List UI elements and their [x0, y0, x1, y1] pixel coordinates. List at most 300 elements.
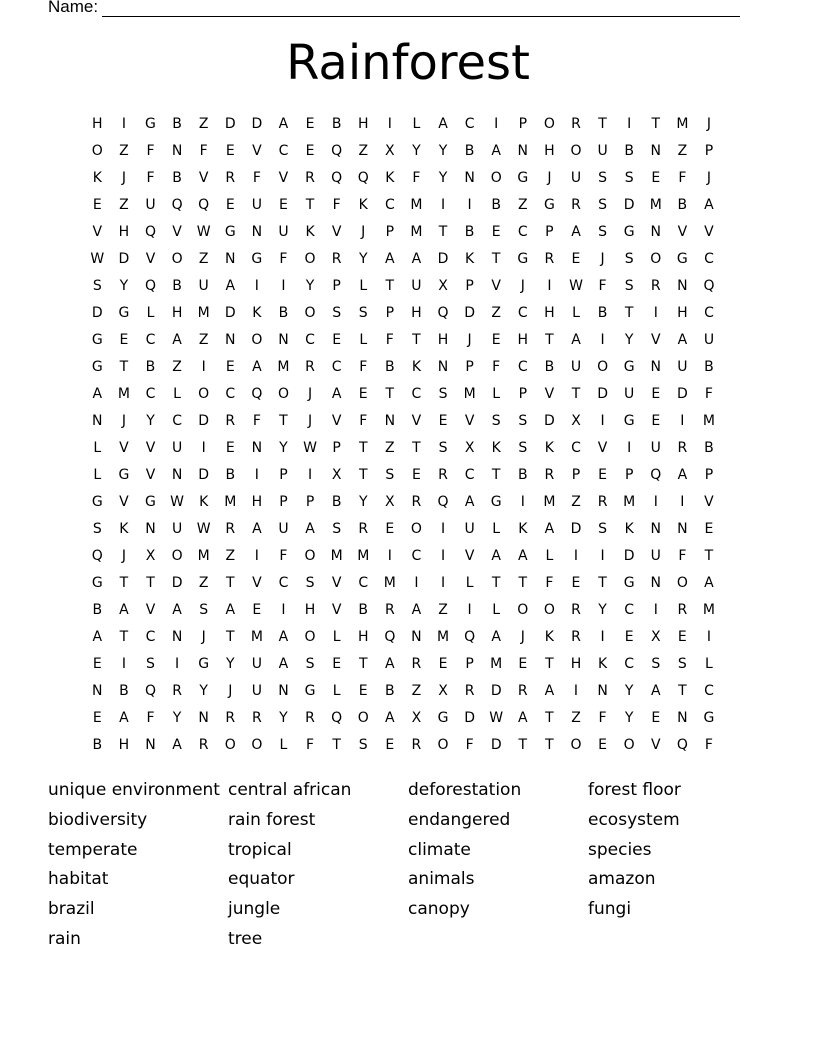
- grid-letter[interactable]: B: [544, 359, 555, 375]
- grid-letter[interactable]: Y: [624, 710, 634, 726]
- grid-letter[interactable]: A: [518, 548, 528, 564]
- grid-letter[interactable]: T: [385, 386, 395, 402]
- grid-letter[interactable]: Z: [385, 440, 395, 456]
- grid-letter[interactable]: V: [650, 737, 661, 753]
- grid-letter[interactable]: E: [438, 656, 448, 672]
- grid-letter[interactable]: N: [145, 737, 156, 753]
- grid-letter[interactable]: F: [359, 413, 368, 429]
- grid-letter[interactable]: V: [278, 170, 289, 186]
- grid-letter[interactable]: B: [145, 359, 156, 375]
- name-underline[interactable]: [102, 0, 740, 17]
- grid-letter[interactable]: G: [623, 359, 635, 375]
- grid-letter[interactable]: Z: [438, 602, 448, 618]
- grid-letter[interactable]: K: [92, 170, 102, 186]
- grid-letter[interactable]: K: [385, 170, 395, 186]
- grid-letter[interactable]: G: [490, 494, 502, 510]
- grid-letter[interactable]: P: [279, 467, 288, 483]
- grid-letter[interactable]: G: [198, 656, 210, 672]
- grid-letter[interactable]: V: [331, 224, 342, 240]
- grid-letter[interactable]: G: [623, 413, 635, 429]
- grid-letter[interactable]: J: [520, 629, 525, 645]
- grid-letter[interactable]: T: [598, 116, 607, 132]
- grid-letter[interactable]: T: [624, 305, 634, 321]
- grid-letter[interactable]: P: [332, 278, 341, 294]
- grid-letter[interactable]: O: [597, 359, 609, 375]
- grid-letter[interactable]: Y: [305, 278, 315, 294]
- grid-letter[interactable]: L: [332, 683, 341, 699]
- grid-letter[interactable]: Z: [358, 143, 369, 159]
- grid-letter[interactable]: P: [279, 494, 288, 510]
- grid-letter[interactable]: Q: [198, 197, 210, 213]
- grid-letter[interactable]: E: [598, 737, 607, 753]
- grid-letter[interactable]: G: [145, 116, 156, 132]
- grid-letter[interactable]: B: [704, 440, 714, 456]
- grid-letter[interactable]: H: [517, 332, 529, 348]
- grid-letter[interactable]: O: [410, 521, 422, 537]
- grid-letter[interactable]: I: [653, 602, 658, 618]
- grid-letter[interactable]: B: [331, 494, 342, 510]
- grid-letter[interactable]: A: [411, 602, 422, 618]
- grid-letter[interactable]: U: [278, 224, 289, 240]
- grid-letter[interactable]: Z: [677, 143, 688, 159]
- grid-letter[interactable]: C: [704, 305, 714, 321]
- grid-letter[interactable]: H: [304, 602, 316, 618]
- grid-letter[interactable]: F: [252, 170, 261, 186]
- grid-letter[interactable]: O: [277, 386, 289, 402]
- grid-letter[interactable]: Y: [598, 602, 607, 618]
- grid-letter[interactable]: D: [118, 251, 130, 267]
- grid-letter[interactable]: A: [704, 197, 714, 213]
- grid-letter[interactable]: I: [547, 278, 552, 294]
- grid-letter[interactable]: V: [92, 224, 103, 240]
- grid-letter[interactable]: S: [305, 575, 315, 591]
- grid-letter[interactable]: E: [119, 332, 129, 348]
- grid-letter[interactable]: M: [702, 413, 715, 429]
- grid-letter[interactable]: B: [119, 683, 129, 699]
- grid-letter[interactable]: N: [464, 170, 475, 186]
- grid-letter[interactable]: E: [225, 440, 235, 456]
- grid-letter[interactable]: E: [651, 413, 661, 429]
- grid-letter[interactable]: R: [305, 710, 315, 726]
- grid-letter[interactable]: M: [250, 629, 263, 645]
- grid-letter[interactable]: T: [119, 359, 129, 375]
- grid-letter[interactable]: K: [411, 359, 422, 375]
- grid-letter[interactable]: O: [517, 602, 529, 618]
- grid-letter[interactable]: A: [704, 575, 714, 591]
- grid-letter[interactable]: Y: [438, 143, 448, 159]
- grid-letter[interactable]: U: [278, 521, 289, 537]
- grid-letter[interactable]: E: [332, 332, 342, 348]
- grid-letter[interactable]: I: [254, 467, 259, 483]
- grid-letter[interactable]: M: [623, 494, 636, 510]
- grid-letter[interactable]: J: [706, 116, 712, 132]
- grid-letter[interactable]: S: [651, 656, 661, 672]
- grid-letter[interactable]: H: [411, 305, 422, 321]
- grid-letter[interactable]: F: [279, 548, 288, 564]
- grid-letter[interactable]: U: [650, 548, 661, 564]
- grid-letter[interactable]: O: [304, 629, 316, 645]
- grid-letter[interactable]: R: [305, 359, 315, 375]
- grid-letter[interactable]: T: [571, 386, 581, 402]
- grid-letter[interactable]: V: [650, 332, 661, 348]
- grid-letter[interactable]: N: [517, 143, 529, 159]
- grid-letter[interactable]: G: [437, 710, 449, 726]
- grid-letter[interactable]: I: [254, 278, 259, 294]
- grid-letter[interactable]: T: [119, 629, 129, 645]
- grid-letter[interactable]: R: [225, 413, 236, 429]
- grid-letter[interactable]: G: [118, 305, 130, 321]
- grid-letter[interactable]: S: [305, 656, 315, 672]
- grid-letter[interactable]: E: [491, 332, 501, 348]
- grid-letter[interactable]: O: [357, 710, 369, 726]
- grid-letter[interactable]: T: [412, 332, 421, 348]
- grid-letter[interactable]: U: [171, 521, 183, 537]
- grid-letter[interactable]: T: [305, 197, 315, 213]
- grid-letter[interactable]: V: [145, 467, 156, 483]
- grid-letter[interactable]: E: [598, 467, 607, 483]
- grid-letter[interactable]: L: [359, 332, 368, 348]
- grid-letter[interactable]: P: [704, 143, 714, 159]
- grid-letter[interactable]: X: [464, 440, 475, 456]
- grid-letter[interactable]: T: [704, 548, 714, 564]
- grid-letter[interactable]: C: [305, 332, 315, 348]
- grid-letter[interactable]: D: [224, 305, 236, 321]
- grid-letter[interactable]: Y: [279, 440, 288, 456]
- grid-letter[interactable]: N: [650, 224, 661, 240]
- grid-letter[interactable]: A: [172, 602, 182, 618]
- grid-letter[interactable]: N: [251, 224, 263, 240]
- grid-letter[interactable]: G: [91, 575, 103, 591]
- grid-letter[interactable]: U: [251, 656, 262, 672]
- grid-letter[interactable]: H: [437, 332, 449, 348]
- grid-letter[interactable]: U: [703, 332, 715, 348]
- grid-letter[interactable]: K: [544, 440, 554, 456]
- grid-letter[interactable]: T: [332, 737, 341, 753]
- grid-letter[interactable]: M: [463, 386, 476, 402]
- grid-letter[interactable]: U: [570, 170, 582, 186]
- grid-letter[interactable]: C: [225, 386, 236, 402]
- grid-letter[interactable]: M: [197, 305, 210, 321]
- grid-letter[interactable]: T: [518, 575, 528, 591]
- grid-letter[interactable]: Q: [331, 170, 343, 186]
- grid-letter[interactable]: F: [146, 143, 155, 159]
- grid-letter[interactable]: I: [706, 629, 712, 645]
- grid-letter[interactable]: E: [92, 197, 102, 213]
- grid-letter[interactable]: F: [146, 710, 155, 726]
- grid-letter[interactable]: X: [331, 467, 342, 483]
- grid-letter[interactable]: K: [305, 224, 315, 240]
- grid-letter[interactable]: I: [175, 656, 180, 672]
- grid-letter[interactable]: S: [518, 440, 528, 456]
- grid-letter[interactable]: S: [598, 197, 608, 213]
- grid-letter[interactable]: A: [491, 143, 501, 159]
- grid-letter[interactable]: P: [305, 494, 315, 510]
- grid-letter[interactable]: R: [650, 278, 661, 294]
- grid-letter[interactable]: N: [650, 575, 661, 591]
- grid-letter[interactable]: T: [598, 575, 607, 591]
- grid-letter[interactable]: C: [278, 575, 289, 591]
- grid-letter[interactable]: A: [464, 494, 475, 510]
- grid-letter[interactable]: B: [358, 602, 369, 618]
- grid-letter[interactable]: T: [545, 710, 554, 726]
- grid-letter[interactable]: Z: [491, 305, 501, 321]
- grid-letter[interactable]: H: [544, 305, 555, 321]
- grid-letter[interactable]: Y: [172, 710, 182, 726]
- grid-letter[interactable]: K: [119, 521, 129, 537]
- grid-letter[interactable]: H: [171, 305, 183, 321]
- grid-letter[interactable]: A: [571, 332, 581, 348]
- grid-letter[interactable]: F: [306, 737, 315, 753]
- grid-letter[interactable]: R: [677, 602, 688, 618]
- grid-letter[interactable]: G: [543, 197, 555, 213]
- grid-letter[interactable]: V: [331, 575, 342, 591]
- grid-letter[interactable]: A: [411, 251, 422, 267]
- grid-letter[interactable]: H: [357, 629, 369, 645]
- grid-letter[interactable]: B: [172, 278, 182, 294]
- grid-letter[interactable]: Q: [144, 224, 156, 240]
- grid-letter[interactable]: U: [677, 359, 688, 375]
- grid-letter[interactable]: I: [573, 548, 579, 564]
- grid-letter[interactable]: U: [171, 440, 183, 456]
- grid-letter[interactable]: S: [518, 413, 528, 429]
- grid-letter[interactable]: P: [624, 467, 634, 483]
- grid-letter[interactable]: I: [653, 305, 658, 321]
- grid-letter[interactable]: N: [92, 413, 103, 429]
- grid-letter[interactable]: V: [145, 440, 156, 456]
- grid-letter[interactable]: C: [571, 440, 581, 456]
- grid-letter[interactable]: N: [225, 332, 236, 348]
- grid-letter[interactable]: E: [252, 602, 262, 618]
- grid-letter[interactable]: R: [331, 251, 342, 267]
- grid-letter[interactable]: B: [704, 359, 714, 375]
- grid-letter[interactable]: U: [198, 278, 209, 294]
- grid-letter[interactable]: T: [678, 683, 687, 699]
- grid-letter[interactable]: P: [465, 656, 474, 672]
- grid-letter[interactable]: E: [651, 170, 661, 186]
- grid-letter[interactable]: Z: [172, 359, 182, 375]
- grid-letter[interactable]: E: [279, 197, 288, 213]
- grid-letter[interactable]: L: [146, 305, 155, 321]
- grid-letter[interactable]: B: [624, 143, 634, 159]
- grid-letter[interactable]: R: [225, 170, 236, 186]
- grid-letter[interactable]: B: [385, 359, 395, 375]
- grid-letter[interactable]: T: [225, 575, 235, 591]
- grid-letter[interactable]: F: [598, 710, 607, 726]
- grid-letter[interactable]: M: [277, 359, 290, 375]
- grid-letter[interactable]: P: [545, 224, 554, 240]
- grid-letter[interactable]: I: [680, 494, 685, 510]
- grid-letter[interactable]: J: [307, 413, 313, 429]
- grid-letter[interactable]: Z: [198, 116, 209, 132]
- grid-letter[interactable]: K: [465, 251, 475, 267]
- grid-letter[interactable]: H: [570, 656, 582, 672]
- grid-letter[interactable]: P: [518, 386, 528, 402]
- grid-letter[interactable]: A: [252, 521, 262, 537]
- grid-letter[interactable]: X: [438, 683, 448, 699]
- grid-letter[interactable]: C: [331, 359, 342, 375]
- grid-letter[interactable]: A: [225, 602, 236, 618]
- grid-letter[interactable]: C: [411, 548, 422, 564]
- grid-letter[interactable]: C: [624, 656, 635, 672]
- grid-letter[interactable]: X: [411, 710, 422, 726]
- grid-letter[interactable]: A: [677, 332, 688, 348]
- grid-letter[interactable]: F: [465, 737, 474, 753]
- grid-letter[interactable]: A: [438, 116, 448, 132]
- grid-letter[interactable]: G: [118, 467, 130, 483]
- grid-letter[interactable]: U: [251, 197, 262, 213]
- grid-letter[interactable]: F: [146, 170, 155, 186]
- grid-letter[interactable]: I: [600, 332, 605, 348]
- grid-letter[interactable]: M: [330, 548, 343, 564]
- grid-letter[interactable]: E: [92, 656, 102, 672]
- grid-letter[interactable]: A: [544, 683, 555, 699]
- grid-letter[interactable]: H: [357, 116, 369, 132]
- grid-letter[interactable]: U: [570, 359, 582, 375]
- grid-letter[interactable]: B: [464, 143, 475, 159]
- grid-letter[interactable]: N: [677, 521, 688, 537]
- grid-letter[interactable]: A: [172, 737, 182, 753]
- grid-letter[interactable]: J: [547, 170, 552, 186]
- grid-letter[interactable]: T: [438, 224, 448, 240]
- grid-letter[interactable]: J: [228, 683, 233, 699]
- grid-letter[interactable]: S: [598, 170, 608, 186]
- grid-letter[interactable]: X: [145, 548, 156, 564]
- grid-letter[interactable]: U: [597, 143, 608, 159]
- grid-letter[interactable]: S: [358, 305, 368, 321]
- grid-letter[interactable]: G: [703, 710, 715, 726]
- grid-letter[interactable]: H: [677, 305, 688, 321]
- grid-letter[interactable]: F: [412, 170, 421, 186]
- grid-letter[interactable]: T: [279, 413, 288, 429]
- grid-letter[interactable]: E: [305, 116, 315, 132]
- grid-letter[interactable]: V: [491, 278, 501, 294]
- grid-letter[interactable]: I: [281, 602, 286, 618]
- grid-letter[interactable]: A: [119, 710, 129, 726]
- grid-letter[interactable]: P: [332, 440, 341, 456]
- grid-letter[interactable]: P: [465, 278, 474, 294]
- grid-letter[interactable]: T: [385, 278, 395, 294]
- grid-letter[interactable]: H: [251, 494, 263, 510]
- grid-letter[interactable]: Q: [464, 629, 476, 645]
- grid-letter[interactable]: G: [676, 251, 688, 267]
- grid-letter[interactable]: A: [278, 656, 289, 672]
- grid-letter[interactable]: E: [225, 143, 235, 159]
- grid-letter[interactable]: E: [438, 413, 448, 429]
- grid-letter[interactable]: R: [597, 494, 608, 510]
- grid-letter[interactable]: M: [357, 548, 370, 564]
- grid-letter[interactable]: R: [571, 116, 581, 132]
- grid-letter[interactable]: R: [677, 440, 688, 456]
- grid-letter[interactable]: F: [332, 197, 341, 213]
- grid-letter[interactable]: E: [385, 737, 395, 753]
- grid-letter[interactable]: T: [358, 656, 368, 672]
- grid-letter[interactable]: G: [623, 575, 635, 591]
- grid-letter[interactable]: E: [677, 629, 687, 645]
- grid-letter[interactable]: A: [650, 683, 661, 699]
- grid-letter[interactable]: Q: [171, 197, 183, 213]
- grid-letter[interactable]: D: [490, 737, 502, 753]
- grid-letter[interactable]: E: [518, 656, 528, 672]
- grid-letter[interactable]: R: [305, 170, 315, 186]
- grid-letter[interactable]: M: [543, 494, 556, 510]
- grid-letter[interactable]: O: [650, 251, 662, 267]
- grid-letter[interactable]: A: [385, 656, 395, 672]
- grid-letter[interactable]: D: [251, 116, 263, 132]
- grid-letter[interactable]: J: [121, 413, 126, 429]
- grid-letter[interactable]: T: [491, 467, 501, 483]
- name-field[interactable]: [48, 0, 740, 17]
- grid-letter[interactable]: O: [543, 116, 555, 132]
- grid-letter[interactable]: V: [704, 494, 714, 510]
- grid-letter[interactable]: Y: [358, 494, 368, 510]
- grid-letter[interactable]: N: [171, 143, 183, 159]
- grid-letter[interactable]: E: [358, 386, 368, 402]
- grid-letter[interactable]: Y: [412, 143, 421, 159]
- grid-letter[interactable]: K: [199, 494, 209, 510]
- grid-letter[interactable]: I: [440, 575, 446, 591]
- grid-letter[interactable]: B: [464, 224, 475, 240]
- grid-letter[interactable]: E: [385, 521, 395, 537]
- grid-letter[interactable]: Y: [146, 413, 155, 429]
- grid-letter[interactable]: J: [600, 251, 605, 267]
- grid-letter[interactable]: V: [198, 170, 209, 186]
- grid-letter[interactable]: G: [91, 359, 103, 375]
- grid-letter[interactable]: Q: [144, 278, 156, 294]
- grid-letter[interactable]: O: [570, 737, 582, 753]
- grid-letter[interactable]: G: [145, 494, 156, 510]
- grid-letter[interactable]: L: [173, 386, 181, 402]
- grid-letter[interactable]: R: [411, 494, 422, 510]
- grid-letter[interactable]: E: [332, 656, 342, 672]
- grid-letter[interactable]: R: [438, 467, 448, 483]
- grid-letter[interactable]: O: [623, 737, 635, 753]
- grid-letter[interactable]: H: [92, 116, 103, 132]
- grid-letter[interactable]: I: [467, 602, 472, 618]
- grid-letter[interactable]: S: [358, 737, 368, 753]
- grid-letter[interactable]: D: [490, 683, 502, 699]
- grid-letter[interactable]: B: [491, 197, 501, 213]
- grid-letter[interactable]: S: [624, 278, 634, 294]
- grid-letter[interactable]: M: [383, 575, 396, 591]
- grid-letter[interactable]: Q: [384, 629, 396, 645]
- grid-letter[interactable]: K: [597, 656, 608, 672]
- grid-letter[interactable]: I: [414, 575, 419, 591]
- grid-letter[interactable]: V: [544, 386, 555, 402]
- grid-letter[interactable]: C: [464, 116, 475, 132]
- grid-letter[interactable]: N: [650, 359, 661, 375]
- grid-letter[interactable]: G: [517, 251, 529, 267]
- grid-letter[interactable]: A: [331, 386, 342, 402]
- grid-letter[interactable]: S: [624, 251, 634, 267]
- grid-letter[interactable]: L: [93, 467, 102, 483]
- grid-letter[interactable]: D: [623, 197, 635, 213]
- grid-letter[interactable]: Q: [144, 683, 156, 699]
- grid-letter[interactable]: K: [358, 197, 368, 213]
- grid-letter[interactable]: V: [145, 602, 156, 618]
- grid-letter[interactable]: S: [199, 602, 209, 618]
- grid-letter[interactable]: R: [571, 629, 581, 645]
- grid-letter[interactable]: Q: [331, 143, 343, 159]
- grid-letter[interactable]: R: [544, 251, 555, 267]
- grid-letter[interactable]: B: [331, 116, 342, 132]
- grid-letter[interactable]: A: [278, 629, 289, 645]
- grid-letter[interactable]: J: [201, 629, 206, 645]
- grid-letter[interactable]: C: [358, 575, 369, 591]
- grid-letter[interactable]: C: [145, 386, 156, 402]
- grid-letter[interactable]: O: [570, 143, 582, 159]
- grid-letter[interactable]: R: [384, 602, 395, 618]
- grid-letter[interactable]: G: [251, 251, 263, 267]
